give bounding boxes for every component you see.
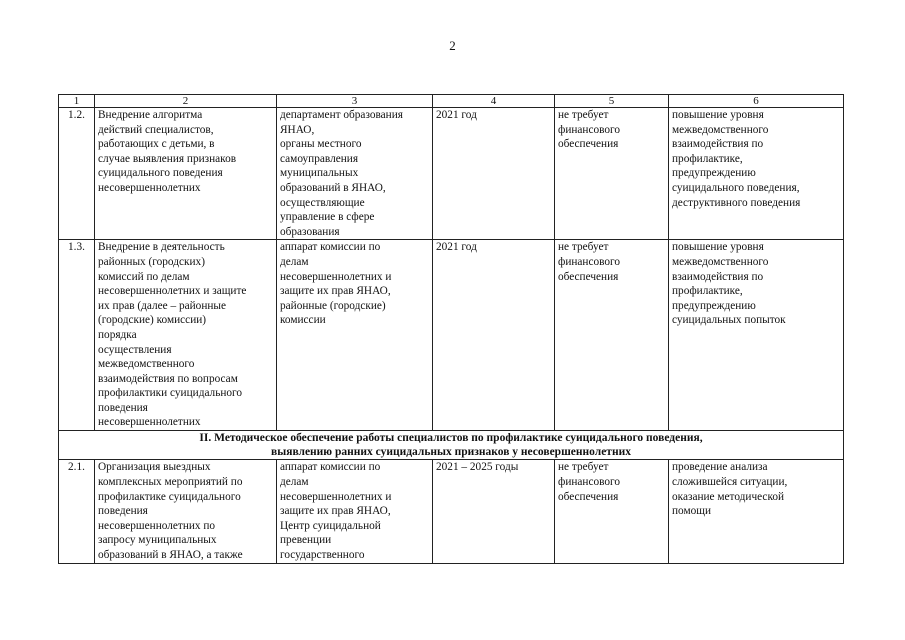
cell-text-line: межведомственного xyxy=(672,255,769,268)
cell-text-line: делам xyxy=(280,255,309,268)
cell-text-line: межведомственного xyxy=(672,123,769,136)
cell-text-line: образований в ЯНАО, а также xyxy=(98,548,243,561)
financing-cell xyxy=(555,108,669,240)
column-number-3: 3 xyxy=(277,95,433,108)
event-cell xyxy=(95,460,277,563)
event-cell xyxy=(95,108,277,240)
section-heading-row xyxy=(59,431,844,460)
cell-text-line: повышение уровня xyxy=(672,109,764,121)
cell-text-line: случае выявления признаков xyxy=(98,152,237,165)
cell-text-line: Внедрение алгоритма xyxy=(98,109,203,121)
event-cell xyxy=(95,240,277,431)
cell-text-line: предупреждению xyxy=(672,299,756,312)
cell-text-line: порядка xyxy=(98,328,137,341)
column-number-4: 4 xyxy=(433,95,555,108)
cell-text-line: аппарат комиссии по xyxy=(280,461,381,474)
cell-text-line: защите их прав ЯНАО, xyxy=(280,505,391,518)
cell-text-line: финансового xyxy=(558,475,621,488)
executor-cell xyxy=(277,460,433,563)
cell-text-line: государственного xyxy=(280,548,365,561)
cell-text-line: управление в сфере xyxy=(280,211,375,224)
table-row xyxy=(59,460,844,563)
cell-text-line: суицидальных попыток xyxy=(672,314,786,327)
cell-text-line: несовершеннолетних xyxy=(98,181,201,194)
period-cell: 2021 год xyxy=(433,240,555,431)
cell-text-line: осуществления xyxy=(98,343,172,356)
cell-text-line: превенции xyxy=(280,534,332,547)
cell-text-line: работающих с детьми, в xyxy=(98,138,215,151)
result-cell xyxy=(669,460,844,563)
cell-text-line: деструктивного поведения xyxy=(672,196,801,209)
cell-text-line: выявлению ранних суицидальных признаков у несовершеннолетних xyxy=(271,446,631,459)
cell-text-line: органы местного xyxy=(280,138,362,151)
period-cell: 2021 год xyxy=(433,108,555,240)
cell-text-line: образования xyxy=(280,225,340,238)
cell-text-line: аппарат комиссии по xyxy=(280,241,381,254)
cell-text-line: образований в ЯНАО, xyxy=(280,181,386,194)
cell-text-line: не требует xyxy=(558,461,609,474)
cell-text-line: повышение уровня xyxy=(672,241,764,254)
cell-text-line: комиссии xyxy=(280,314,326,327)
cell-text-line: несовершеннолетних и xyxy=(280,490,392,503)
cell-text-line: не требует xyxy=(558,241,609,254)
cell-text-line: суицидального поведения xyxy=(98,167,223,180)
cell-text-line: Внедрение в деятельность xyxy=(98,241,225,254)
period-cell: 2021 – 2025 годы xyxy=(433,460,555,563)
cell-text-line: сложившейся ситуации, xyxy=(672,475,788,488)
cell-text-line: помощи xyxy=(672,505,712,518)
cell-text-line: запросу муниципальных xyxy=(98,534,217,547)
cell-text-line: межведомственного xyxy=(98,358,195,371)
cell-text-line: взаимодействия по xyxy=(672,138,764,151)
executor-cell xyxy=(277,240,433,431)
cell-text-line: несовершеннолетних по xyxy=(98,519,216,532)
cell-text-line: ЯНАО, xyxy=(280,123,315,136)
page-number: 2 xyxy=(449,38,456,53)
cell-text-line: поведения xyxy=(98,505,148,518)
cell-text-line: комиссий по делам xyxy=(98,270,190,283)
cell-text-line: действий специалистов, xyxy=(98,123,214,136)
cell-text-line: суицидального поведения, xyxy=(672,181,800,194)
result-cell xyxy=(669,108,844,240)
cell-text-line: обеспечения xyxy=(558,138,619,151)
cell-text-line: предупреждению xyxy=(672,167,756,180)
cell-text-line: районные (городские) xyxy=(280,299,386,312)
table-row xyxy=(59,108,844,240)
cell-text-line: районных (городских) xyxy=(98,255,205,268)
cell-text-line: профилактике, xyxy=(672,152,743,165)
row-number: 1.3. xyxy=(59,240,95,431)
cell-text-line: финансового xyxy=(558,255,621,268)
cell-text-line: поведения xyxy=(98,401,148,414)
cell-text-line: осуществляющие xyxy=(280,196,365,209)
cell-text-line: делам xyxy=(280,475,309,488)
column-number-2: 2 xyxy=(95,95,277,108)
cell-text-line: муниципальных xyxy=(280,167,359,180)
table-header-row xyxy=(59,95,844,108)
cell-text-line: комплексных мероприятий по xyxy=(98,475,243,488)
cell-text-line: оказание методической xyxy=(672,490,785,503)
cell-text-line: обеспечения xyxy=(558,270,619,283)
measures-table xyxy=(58,94,844,564)
cell-text-line: несовершеннолетних и защите xyxy=(98,285,247,298)
cell-text-line: самоуправления xyxy=(280,152,359,165)
column-number-6: 6 xyxy=(669,95,844,108)
cell-text-line: Организация выездных xyxy=(98,461,211,474)
cell-text-line: защите их прав ЯНАО, xyxy=(280,285,391,298)
cell-text-line: проведение анализа xyxy=(672,461,768,474)
cell-text-line: (городские) комиссии) xyxy=(98,314,207,327)
executor-cell xyxy=(277,108,433,240)
financing-cell xyxy=(555,460,669,563)
cell-text-line: департамент образования xyxy=(280,109,403,121)
cell-text-line: не требует xyxy=(558,109,609,121)
row-number: 2.1. xyxy=(59,460,95,563)
row-number: 1.2. xyxy=(59,108,95,240)
cell-text-line: II. Методическое обеспечение работы специалистов по профилактике суицидального поведения, xyxy=(199,432,703,445)
cell-text-line: обеспечения xyxy=(558,490,619,503)
cell-text-line: несовершеннолетних и xyxy=(280,270,392,283)
cell-text-line: их прав (далее – районные xyxy=(98,299,227,312)
cell-text-line: профилактики суицидального xyxy=(98,387,243,400)
cell-text-line: Центр суицидальной xyxy=(280,519,381,532)
cell-text-line: несовершеннолетних xyxy=(98,416,201,429)
table-row xyxy=(59,240,844,431)
cell-text-line: взаимодействия по вопросам xyxy=(98,372,238,385)
column-number-5: 5 xyxy=(555,95,669,108)
section-title xyxy=(59,431,844,460)
cell-text-line: профилактике, xyxy=(672,285,743,298)
cell-text-line: взаимодействия по xyxy=(672,270,764,283)
result-cell xyxy=(669,240,844,431)
cell-text-line: финансового xyxy=(558,123,621,136)
cell-text-line: профилактике суицидального xyxy=(98,490,241,503)
financing-cell xyxy=(555,240,669,431)
column-number-1: 1 xyxy=(59,95,95,108)
